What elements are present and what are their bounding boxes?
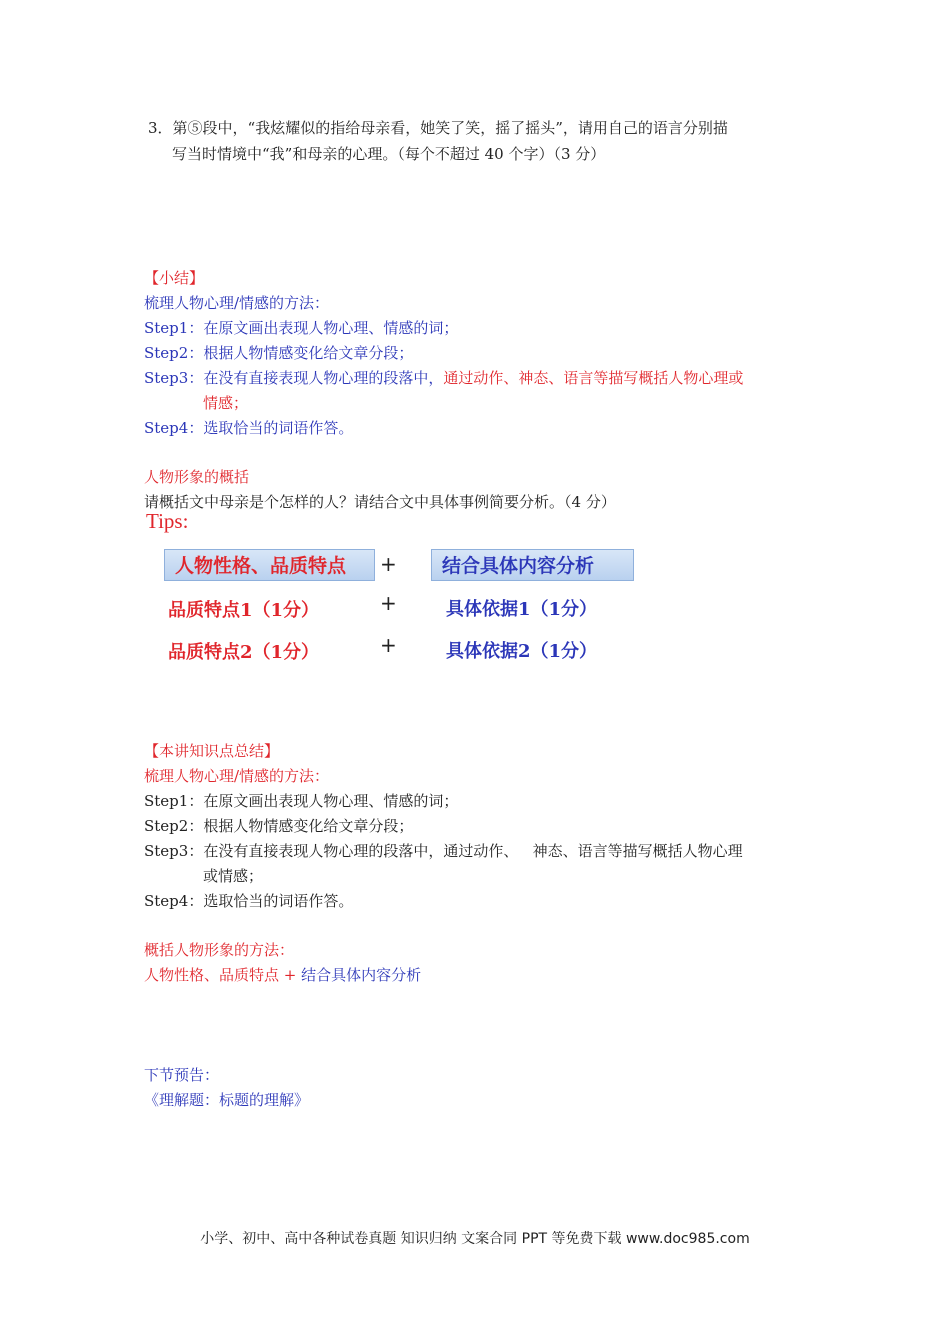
plus-sign: + (380, 552, 397, 576)
tip-box-analysis: 结合具体内容分析 (431, 549, 634, 581)
summary-step3-part2: 通过动作、神态、语言等描写概括人物心理或 (443, 369, 744, 387)
summary-step3 (144, 368, 743, 388)
knowledge-step2: Step2：根据人物情感变化给文章分段； (144, 817, 414, 835)
tip-box-traits: 人物性格、品质特点 (164, 549, 375, 581)
footer-text: 小学、初中、高中各种试卷真题 知识归纳 文案合同 PPT 等免费下载 www.doc985.com (200, 1231, 750, 1247)
summary-step4: Step4：选取恰当的词语作答。 (144, 419, 354, 437)
summary-step2: Step2：根据人物情感变化给文章分段； (144, 344, 414, 362)
plus-sign: + (380, 633, 397, 657)
method-heading: 概括人物形象的方法： (144, 941, 295, 959)
tip-row2-basis: 具体依据2（1分） (446, 641, 598, 662)
knowledge-step4: Step4：选取恰当的词语作答。 (144, 892, 354, 910)
question-3-line2: 写当时情境中“我”和母亲的心理。（每个不超过 40 个字）（3 分） (172, 145, 606, 163)
summary-step1: Step1：在原文画出表现人物心理、情感的词； (144, 319, 459, 337)
summary-step3-cont: 情感； (203, 394, 249, 412)
summary-step3-part1: Step3：在没有直接表现人物心理的段落中， (144, 369, 444, 387)
knowledge-heading: 【本讲知识点总结】 (144, 742, 280, 760)
method-left: 人物性格、品质特点 + (144, 966, 297, 984)
method-right: 结合具体内容分析 (301, 966, 422, 984)
plus-sign: + (380, 591, 397, 615)
knowledge-step1: Step1：在原文画出表现人物心理、情感的词； (144, 792, 459, 810)
tip-row1-trait: 品质特点1（1分） (168, 600, 320, 621)
preview-heading: 下节预告： (144, 1066, 220, 1084)
tip-row1-basis: 具体依据1（1分） (446, 599, 598, 620)
character-question: 请概括文中母亲是个怎样的人？请结合文中具体事例简要分析。（4 分） (144, 493, 616, 511)
preview-title: 《理解题：标题的理解》 (144, 1091, 310, 1109)
summary-subheading: 梳理人物心理/情感的方法： (144, 294, 330, 312)
knowledge-step3-cont: 或情感； (203, 867, 264, 885)
summary-heading: 【小结】 (144, 269, 205, 287)
character-heading: 人物形象的概括 (144, 468, 250, 486)
method-line (144, 965, 421, 985)
question-3-line1: 3．第⑤段中，“我炫耀似的指给母亲看，她笑了笑，摇了摇头”，请用自己的语言分别描 (148, 119, 728, 137)
knowledge-subheading: 梳理人物心理/情感的方法： (144, 767, 330, 785)
tips-label: Tips: (146, 509, 189, 533)
knowledge-step3: Step3：在没有直接表现人物心理的段落中，通过动作、 神态、语言等描写概括人物心理 (144, 842, 743, 860)
tip-row2-trait: 品质特点2（1分） (168, 642, 320, 663)
